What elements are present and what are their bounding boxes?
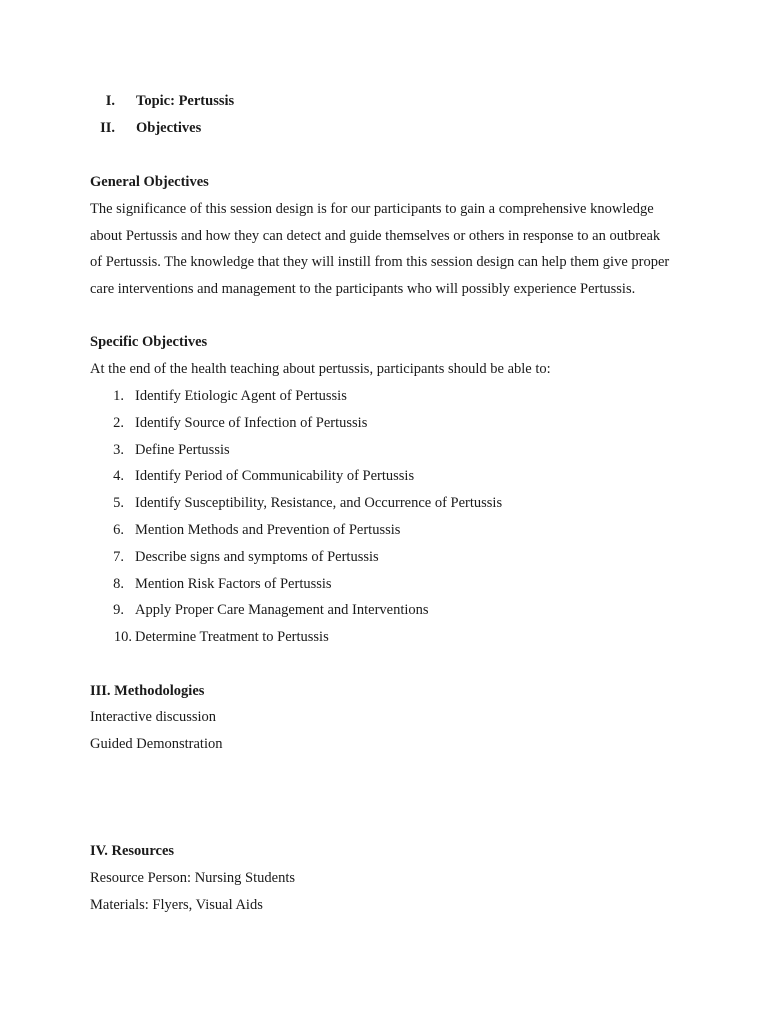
specific-objectives-heading: Specific Objectives bbox=[90, 334, 208, 350]
list-item-number: 10. bbox=[113, 629, 132, 645]
list-item: Describe signs and symptoms of Pertussis bbox=[135, 549, 379, 565]
list-item-number: 1. bbox=[113, 388, 124, 404]
list-item: Identify Susceptibility, Resistance, and Occurrence of Pertussis bbox=[135, 495, 503, 511]
specific-objectives-intro: At the end of the health teaching about pertussis, participants should be able to: bbox=[90, 361, 551, 377]
methodologies-heading: III. Methodologies bbox=[90, 683, 205, 699]
list-item: Define Pertussis bbox=[135, 442, 230, 458]
list-item: Identify Period of Communicability of Pertussis bbox=[135, 468, 415, 484]
general-objectives-heading: General Objectives bbox=[90, 174, 209, 190]
list-item-number: 8. bbox=[113, 576, 124, 592]
general-objectives-line-4: care interventions and management to the participants who will possibly experience Pertussis. bbox=[90, 281, 636, 297]
list-item: Identify Source of Infection of Pertussis bbox=[135, 415, 368, 431]
list-item-number: 5. bbox=[113, 495, 124, 511]
resource-item: Materials: Flyers, Visual Aids bbox=[90, 897, 263, 913]
outline-number-2: II. bbox=[100, 120, 115, 136]
methodology-item: Interactive discussion bbox=[90, 709, 217, 725]
general-objectives-line-3: of Pertussis. The knowledge that they will instill from this session design can help them give proper bbox=[90, 254, 670, 270]
list-item-number: 7. bbox=[113, 549, 124, 565]
list-item-number: 4. bbox=[113, 468, 124, 484]
general-objectives-line-1: The significance of this session design is for our participants to gain a comprehensive knowledge bbox=[90, 201, 654, 217]
list-item: Identify Etiologic Agent of Pertussis bbox=[135, 388, 347, 404]
resource-item: Resource Person: Nursing Students bbox=[90, 870, 295, 886]
list-item: Mention Risk Factors of Pertussis bbox=[135, 576, 332, 592]
general-objectives-line-2: about Pertussis and how they can detect and guide themselves or others in response to an outbreak bbox=[90, 228, 661, 244]
methodology-item: Guided Demonstration bbox=[90, 736, 223, 752]
list-item-number: 2. bbox=[113, 415, 124, 431]
list-item: Mention Methods and Prevention of Pertussis bbox=[135, 522, 401, 538]
list-item-number: 3. bbox=[113, 442, 124, 458]
resources-heading: IV. Resources bbox=[90, 843, 175, 859]
list-item-number: 9. bbox=[113, 602, 124, 618]
list-item: Determine Treatment to Pertussis bbox=[135, 629, 329, 645]
list-item-number: 6. bbox=[113, 522, 124, 538]
outline-number-1: I. bbox=[105, 93, 115, 109]
list-item: Apply Proper Care Management and Interventions bbox=[135, 602, 429, 618]
objectives-heading: Objectives bbox=[136, 120, 202, 136]
topic-heading: Topic: Pertussis bbox=[136, 93, 235, 109]
